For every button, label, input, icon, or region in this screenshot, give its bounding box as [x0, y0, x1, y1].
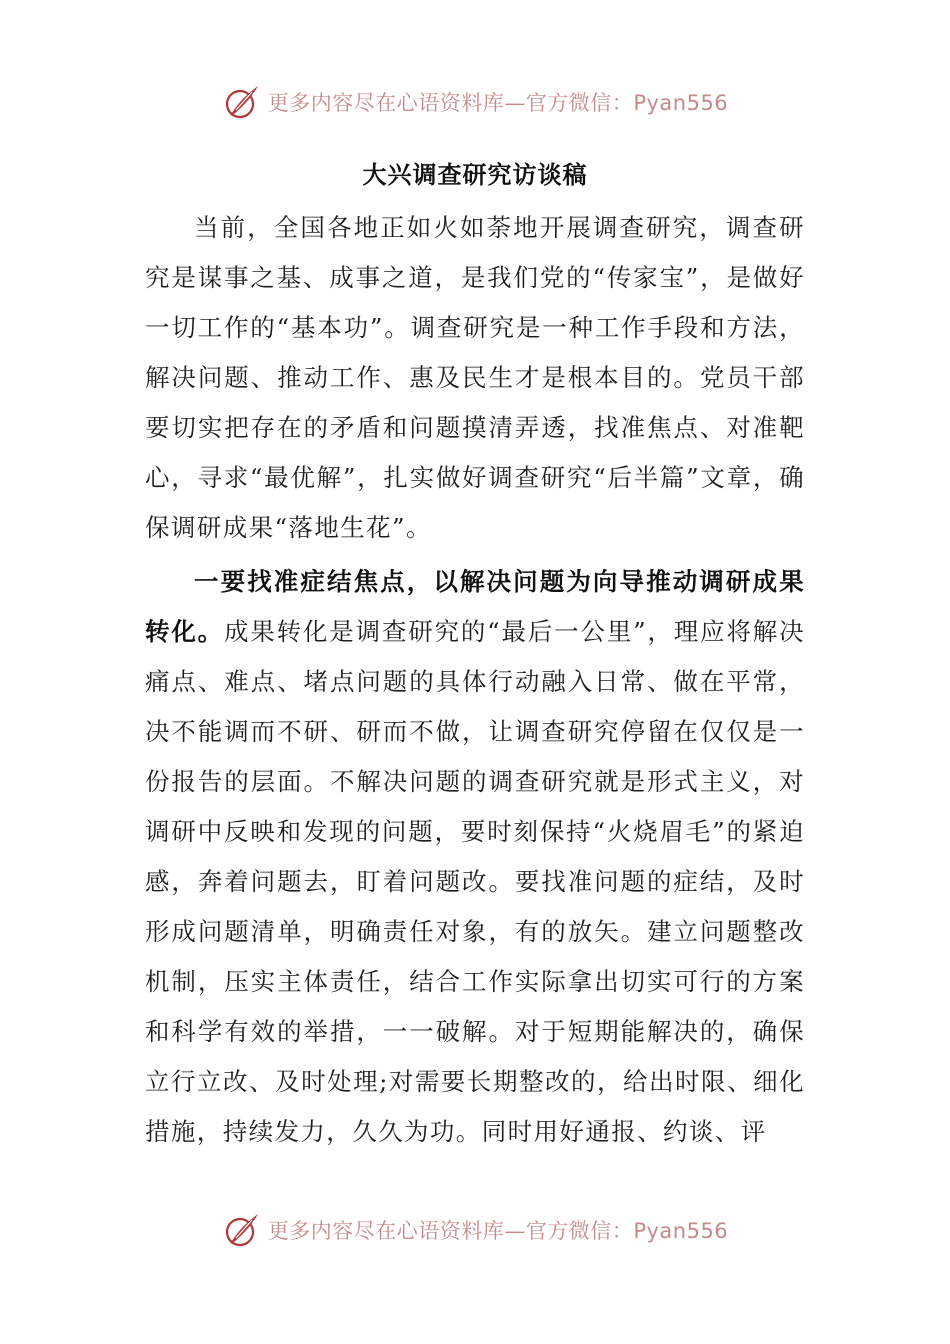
watermark-wechat-id: Pyan556 [633, 1219, 729, 1243]
watermark-text [268, 87, 728, 117]
watermark-label: 官方微信： [525, 1219, 634, 1243]
paragraph-lead: 一要找准症结焦点，以解决问题为向导推动调研成果转化。 [145, 567, 805, 646]
quill-pen-logo-icon [222, 1210, 262, 1250]
paragraph-intro [145, 203, 805, 553]
quill-pen-logo-icon [222, 82, 262, 122]
watermark-text [268, 1215, 728, 1245]
watermark-wechat-id: Pyan556 [633, 91, 729, 115]
watermark-main-text: 更多内容尽在心语资料库 [267, 91, 505, 115]
watermark-main-text: 更多内容尽在心语资料库 [267, 1219, 505, 1243]
footer-watermark-banner [0, 1210, 950, 1250]
document-body [145, 203, 805, 1157]
paragraph-text: 成果转化是调查研究的“最后一公里”，理应将解决痛点、难点、堵点问题的具体行动融入日常、做在平常，决不能调而不研、研而不做，让调查研究停留在仅仅是一份报告的层面。不解决问题的调查研究就是形式主义，对调研中反映和发现的问题，要时刻保持“火烧眉毛”的紧迫感，奔着问题去，盯着问题改。要找准问题的症结，及时形成问题清单，明确责任对象，有的放矢。建立问题整改机制，压实主体责任，结合工作实际拿出切实可行的方案和科学有效的举措，一一破解。对于短期能解决的，确保立行立改、及时处理;对需要长期整改的，给出时限、细化措施，持续发力，久久为功。同时用好通报、约谈、评 [145, 617, 805, 1146]
paragraph-text: 当前，全国各地正如火如荼地开展调查研究，调查研究是谋事之基、成事之道，是我们党的“传家宝”，是做好一切工作的“基本功”。调查研究是一种工作手段和方法，解决问题、推动工作、惠及民生才是根本目的。党员干部要切实把存在的矛盾和问题摸清弄透，找准焦点、对准靶心，寻求“最优解”，扎实做好调查研究“后半篇”文章，确保调研成果“落地生花”。 [145, 213, 805, 542]
document-title: 大兴调查研究访谈稿 [362, 160, 588, 189]
paragraph-point-one [145, 557, 805, 1157]
header-watermark-banner [0, 82, 950, 122]
watermark-separator: — [504, 91, 526, 115]
watermark-separator: — [504, 1219, 526, 1243]
watermark-label: 官方微信： [525, 91, 634, 115]
